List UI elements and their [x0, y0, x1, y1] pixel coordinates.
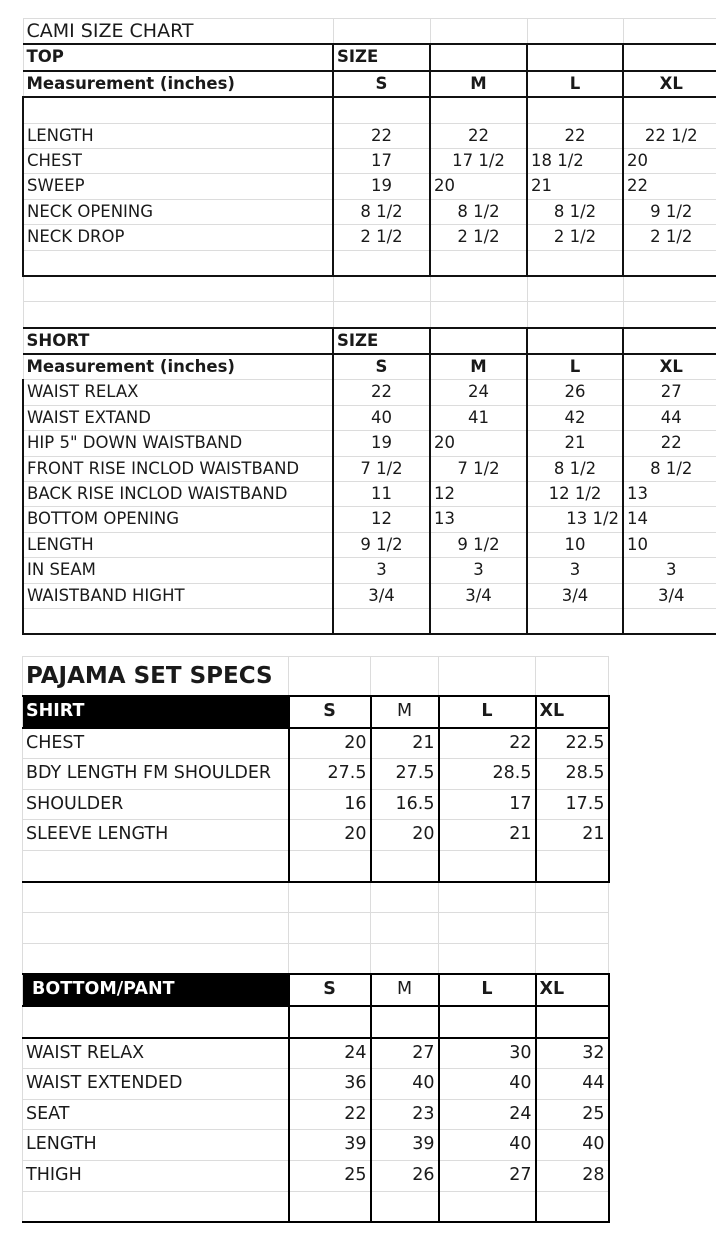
- row-label: WAIST RELAX: [23, 380, 333, 405]
- cell-value: 2 1/2: [527, 225, 623, 250]
- cell-value: 20: [623, 148, 716, 173]
- short-size-m: M: [430, 354, 527, 380]
- shirt-size-l: L: [439, 696, 536, 728]
- cell-value: 8 1/2: [527, 456, 623, 481]
- spacer-row: [23, 250, 716, 276]
- bottom-size-s: S: [289, 974, 371, 1006]
- cell-value: 22: [289, 1099, 371, 1130]
- table-row: [23, 1038, 609, 1069]
- top-section-row: [23, 44, 716, 70]
- table-row: [23, 532, 716, 557]
- cell-value: 7 1/2: [430, 456, 527, 481]
- table-row: [23, 759, 609, 790]
- cell-value: 20: [289, 728, 371, 759]
- cell-value: 44: [623, 405, 716, 430]
- cell-value: 14: [623, 507, 716, 532]
- spacer-row: [23, 276, 716, 302]
- cell-value: 32: [536, 1038, 609, 1069]
- spacer-row: [23, 882, 609, 913]
- cell-value: 24: [430, 380, 527, 405]
- cell-value: 21: [371, 728, 439, 759]
- bottom-size-l: L: [439, 974, 536, 1006]
- cell-value: 41: [430, 405, 527, 430]
- cell-value: 25: [536, 1099, 609, 1130]
- cell-value: 26: [371, 1160, 439, 1191]
- cell-value: 39: [371, 1130, 439, 1161]
- cell-value: 22: [430, 123, 527, 148]
- spacer-row: [23, 97, 716, 123]
- cell-value: 22: [439, 728, 536, 759]
- table-row: [23, 405, 716, 430]
- row-label: BOTTOM OPENING: [23, 507, 333, 532]
- cell-value: 8 1/2: [623, 456, 716, 481]
- cell-value: 12: [333, 507, 430, 532]
- cell-value: 23: [371, 1099, 439, 1130]
- table-row: [23, 1130, 609, 1161]
- cell-value: 20: [289, 820, 371, 851]
- short-measurement-label: Measurement (inches): [23, 354, 333, 380]
- row-label: CHEST: [23, 728, 289, 759]
- shirt-size-xl: XL: [536, 696, 609, 728]
- cell-value: 30: [439, 1038, 536, 1069]
- cell-value: 27.5: [289, 759, 371, 790]
- cell-value: 21: [527, 174, 623, 199]
- cell-value: 27: [439, 1160, 536, 1191]
- table-row: [23, 199, 716, 224]
- spacer-row: [23, 913, 609, 944]
- pajama-title: PAJAMA SET SPECS: [23, 657, 289, 697]
- table-row: [23, 583, 716, 608]
- cell-value: 12 1/2: [527, 482, 623, 507]
- cell-value: 10: [623, 532, 716, 557]
- row-label: NECK OPENING: [23, 199, 333, 224]
- top-section-label: TOP: [23, 44, 333, 70]
- table-row: [23, 789, 609, 820]
- cell-value: 12: [430, 482, 527, 507]
- table-row: [23, 148, 716, 173]
- cell-value: 2 1/2: [333, 225, 430, 250]
- cell-value: 20: [430, 431, 527, 456]
- cami-title: CAMI SIZE CHART: [23, 19, 333, 45]
- cell-value: 9 1/2: [333, 532, 430, 557]
- table-row: [23, 380, 716, 405]
- cell-value: 8 1/2: [430, 199, 527, 224]
- cell-value: 40: [439, 1069, 536, 1100]
- shirt-size-s: S: [289, 696, 371, 728]
- spacer-row: [23, 608, 716, 634]
- top-measurement-label: Measurement (inches): [23, 71, 333, 97]
- top-header-row: [23, 71, 716, 97]
- cell-value: 8 1/2: [527, 199, 623, 224]
- cell-value: 9 1/2: [623, 199, 716, 224]
- cell-value: 24: [289, 1038, 371, 1069]
- cell-value: 19: [333, 431, 430, 456]
- cell-value: 8 1/2: [333, 199, 430, 224]
- spacer-row: [23, 1191, 609, 1222]
- cell-value: 24: [439, 1099, 536, 1130]
- table-row: [23, 174, 716, 199]
- row-label: BDY LENGTH FM SHOULDER: [23, 759, 289, 790]
- row-label: LENGTH: [23, 123, 333, 148]
- cell-value: 7 1/2: [333, 456, 430, 481]
- cami-title-row: [23, 19, 716, 45]
- cell-value: 17.5: [536, 789, 609, 820]
- cell-value: 42: [527, 405, 623, 430]
- cell-value: 16.5: [371, 789, 439, 820]
- table-row: [23, 728, 609, 759]
- cell-value: 3: [527, 558, 623, 583]
- cell-value: 22 1/2: [623, 123, 716, 148]
- cell-value: 21: [536, 820, 609, 851]
- cell-value: 22.5: [536, 728, 609, 759]
- row-label: SEAT: [23, 1099, 289, 1130]
- cell-value: 27: [371, 1038, 439, 1069]
- cell-value: 26: [527, 380, 623, 405]
- cell-value: 2 1/2: [623, 225, 716, 250]
- top-size-m: M: [430, 71, 527, 97]
- cell-value: 22: [623, 431, 716, 456]
- cell-value: 17: [439, 789, 536, 820]
- cell-value: 44: [536, 1069, 609, 1100]
- spacer-row: [23, 302, 716, 328]
- cell-value: 19: [333, 174, 430, 199]
- cell-value: 3: [333, 558, 430, 583]
- cell-value: 3/4: [430, 583, 527, 608]
- cell-value: 22: [623, 174, 716, 199]
- cell-value: 3: [623, 558, 716, 583]
- cell-value: 17 1/2: [430, 148, 527, 173]
- table-row: [23, 820, 609, 851]
- table-row: [23, 482, 716, 507]
- row-label: SHOULDER: [23, 789, 289, 820]
- shirt-header-row: [23, 696, 609, 728]
- row-label: LENGTH: [23, 1130, 289, 1161]
- cell-value: 27.5: [371, 759, 439, 790]
- cell-value: 27: [623, 380, 716, 405]
- table-row: [23, 225, 716, 250]
- table-row: [23, 431, 716, 456]
- cell-value: 11: [333, 482, 430, 507]
- cell-value: 13 1/2: [527, 507, 623, 532]
- row-label: SLEEVE LENGTH: [23, 820, 289, 851]
- short-section-label: SHORT: [23, 328, 333, 354]
- cell-value: 21: [439, 820, 536, 851]
- bottom-size-m: M: [371, 974, 439, 1006]
- cell-value: 9 1/2: [430, 532, 527, 557]
- cell-value: 18 1/2: [527, 148, 623, 173]
- top-size-s: S: [333, 71, 430, 97]
- cell-value: 3/4: [333, 583, 430, 608]
- bottom-label: BOTTOM/PANT: [23, 974, 289, 1006]
- short-size-xl: XL: [623, 354, 716, 380]
- table-row: [23, 507, 716, 532]
- row-label: CHEST: [23, 148, 333, 173]
- spacer-row: [23, 850, 609, 881]
- row-label: BACK RISE INCLOD WAISTBAND: [23, 482, 333, 507]
- pajama-title-row: [23, 657, 609, 697]
- cell-value: 40: [333, 405, 430, 430]
- bottom-header-row: [23, 974, 609, 1006]
- cell-value: 13: [430, 507, 527, 532]
- cell-value: 39: [289, 1130, 371, 1161]
- short-size-label: SIZE: [333, 328, 430, 354]
- cell-value: 40: [536, 1130, 609, 1161]
- row-label: THIGH: [23, 1160, 289, 1191]
- row-label: LENGTH: [23, 532, 333, 557]
- top-size-xl: XL: [623, 71, 716, 97]
- short-size-s: S: [333, 354, 430, 380]
- short-section-row: [23, 328, 716, 354]
- top-size-l: L: [527, 71, 623, 97]
- row-label: NECK DROP: [23, 225, 333, 250]
- cell-value: 3: [430, 558, 527, 583]
- cell-value: 2 1/2: [430, 225, 527, 250]
- cell-value: 28: [536, 1160, 609, 1191]
- cell-value: 10: [527, 532, 623, 557]
- spacer-row: [23, 943, 609, 974]
- row-label: WAIST EXTAND: [23, 405, 333, 430]
- cell-value: 36: [289, 1069, 371, 1100]
- cami-size-chart-table: [22, 18, 716, 635]
- cell-value: 20: [430, 174, 527, 199]
- spacer-row: [23, 1006, 609, 1038]
- cell-value: 25: [289, 1160, 371, 1191]
- table-row: [23, 456, 716, 481]
- bottom-size-xl: XL: [536, 974, 609, 1006]
- cell-value: 13: [623, 482, 716, 507]
- pajama-set-specs-table: [22, 656, 610, 1223]
- cell-value: 16: [289, 789, 371, 820]
- row-label: SWEEP: [23, 174, 333, 199]
- table-row: [23, 558, 716, 583]
- short-size-l: L: [527, 354, 623, 380]
- table-row: [23, 1099, 609, 1130]
- row-label: IN SEAM: [23, 558, 333, 583]
- top-size-label: SIZE: [333, 44, 430, 70]
- table-row: [23, 1069, 609, 1100]
- cell-value: 40: [439, 1130, 536, 1161]
- row-label: HIP 5" DOWN WAISTBAND: [23, 431, 333, 456]
- short-header-row: [23, 354, 716, 380]
- cell-value: 22: [527, 123, 623, 148]
- cell-value: 40: [371, 1069, 439, 1100]
- shirt-size-m: M: [371, 696, 439, 728]
- cell-value: 3/4: [623, 583, 716, 608]
- table-row: [23, 123, 716, 148]
- cell-value: 22: [333, 123, 430, 148]
- cell-value: 20: [371, 820, 439, 851]
- row-label: WAIST EXTENDED: [23, 1069, 289, 1100]
- cell-value: 28.5: [536, 759, 609, 790]
- cell-value: 22: [333, 380, 430, 405]
- cell-value: 21: [527, 431, 623, 456]
- cell-value: 3/4: [527, 583, 623, 608]
- row-label: WAISTBAND HIGHT: [23, 583, 333, 608]
- row-label: FRONT RISE INCLOD WAISTBAND: [23, 456, 333, 481]
- table-row: [23, 1160, 609, 1191]
- cell-value: 28.5: [439, 759, 536, 790]
- row-label: WAIST RELAX: [23, 1038, 289, 1069]
- cell-value: 17: [333, 148, 430, 173]
- shirt-label: SHIRT: [23, 696, 289, 728]
